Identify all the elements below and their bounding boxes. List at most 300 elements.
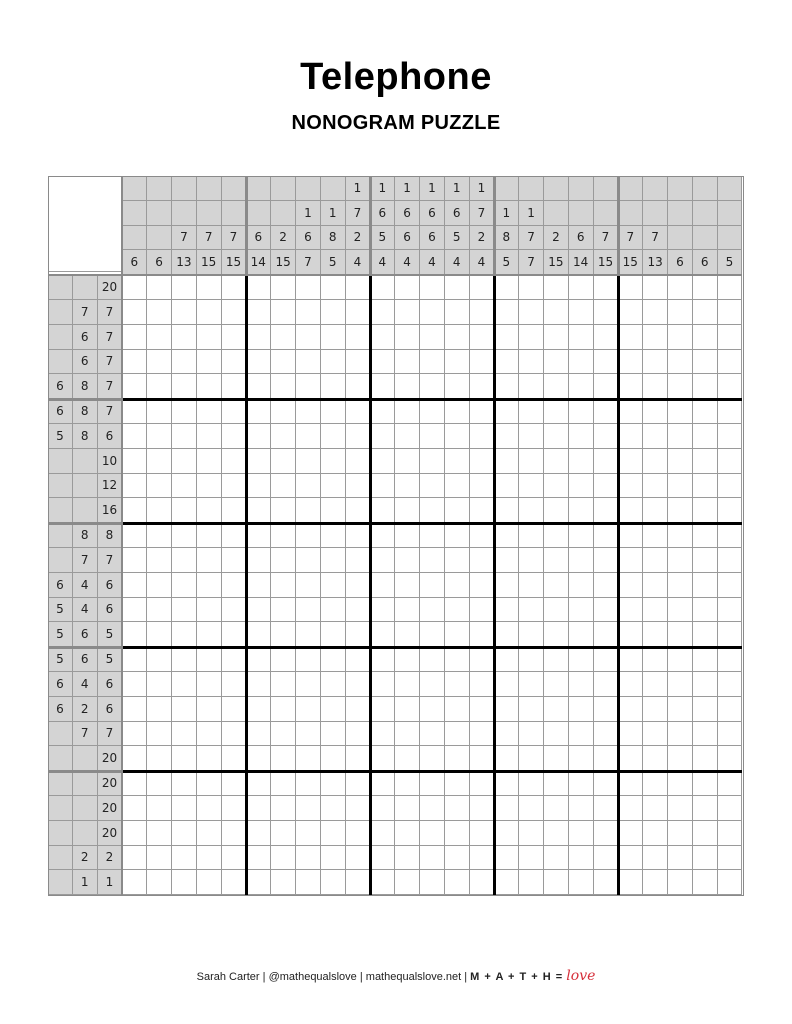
grid-cell[interactable] <box>370 474 395 499</box>
grid-cell[interactable] <box>222 300 247 325</box>
grid-cell[interactable] <box>643 647 668 672</box>
grid-cell[interactable] <box>420 523 445 548</box>
grid-cell[interactable] <box>370 548 395 573</box>
grid-cell[interactable] <box>643 300 668 325</box>
grid-cell[interactable] <box>346 325 371 350</box>
grid-cell[interactable] <box>147 300 172 325</box>
grid-cell[interactable] <box>470 449 495 474</box>
grid-cell[interactable] <box>296 498 321 523</box>
grid-cell[interactable] <box>222 672 247 697</box>
grid-cell[interactable] <box>569 870 594 895</box>
grid-cell[interactable] <box>594 474 619 499</box>
grid-cell[interactable] <box>172 672 197 697</box>
grid-cell[interactable] <box>122 523 147 548</box>
grid-cell[interactable] <box>172 722 197 747</box>
grid-cell[interactable] <box>147 449 172 474</box>
grid-cell[interactable] <box>594 746 619 771</box>
grid-cell[interactable] <box>693 325 718 350</box>
grid-cell[interactable] <box>445 325 470 350</box>
grid-cell[interactable] <box>296 300 321 325</box>
grid-cell[interactable] <box>618 771 643 796</box>
grid-cell[interactable] <box>172 325 197 350</box>
grid-cell[interactable] <box>668 300 693 325</box>
grid-cell[interactable] <box>222 573 247 598</box>
grid-cell[interactable] <box>271 498 296 523</box>
grid-cell[interactable] <box>594 498 619 523</box>
grid-cell[interactable] <box>693 449 718 474</box>
grid-cell[interactable] <box>172 523 197 548</box>
grid-cell[interactable] <box>246 449 271 474</box>
grid-cell[interactable] <box>544 647 569 672</box>
grid-cell[interactable] <box>370 598 395 623</box>
grid-cell[interactable] <box>668 275 693 300</box>
grid-cell[interactable] <box>222 722 247 747</box>
grid-cell[interactable] <box>470 275 495 300</box>
grid-cell[interactable] <box>718 523 743 548</box>
grid-cell[interactable] <box>569 325 594 350</box>
grid-cell[interactable] <box>618 449 643 474</box>
grid-cell[interactable] <box>321 821 346 846</box>
grid-cell[interactable] <box>172 399 197 424</box>
grid-cell[interactable] <box>222 870 247 895</box>
grid-cell[interactable] <box>668 573 693 598</box>
grid-cell[interactable] <box>643 548 668 573</box>
grid-cell[interactable] <box>569 697 594 722</box>
grid-cell[interactable] <box>718 573 743 598</box>
grid-cell[interactable] <box>370 647 395 672</box>
grid-cell[interactable] <box>395 498 420 523</box>
grid-cell[interactable] <box>271 647 296 672</box>
grid-cell[interactable] <box>668 498 693 523</box>
grid-cell[interactable] <box>544 548 569 573</box>
grid-cell[interactable] <box>321 498 346 523</box>
grid-cell[interactable] <box>172 870 197 895</box>
grid-cell[interactable] <box>569 449 594 474</box>
grid-cell[interactable] <box>370 498 395 523</box>
grid-cell[interactable] <box>494 722 519 747</box>
grid-cell[interactable] <box>222 275 247 300</box>
grid-cell[interactable] <box>271 672 296 697</box>
grid-cell[interactable] <box>618 622 643 647</box>
grid-cell[interactable] <box>519 300 544 325</box>
grid-cell[interactable] <box>122 449 147 474</box>
grid-cell[interactable] <box>519 548 544 573</box>
grid-cell[interactable] <box>470 424 495 449</box>
grid-cell[interactable] <box>197 523 222 548</box>
grid-cell[interactable] <box>693 474 718 499</box>
grid-cell[interactable] <box>346 449 371 474</box>
grid-cell[interactable] <box>222 697 247 722</box>
grid-cell[interactable] <box>494 796 519 821</box>
grid-cell[interactable] <box>420 796 445 821</box>
grid-cell[interactable] <box>246 498 271 523</box>
grid-cell[interactable] <box>122 350 147 375</box>
grid-cell[interactable] <box>321 275 346 300</box>
grid-cell[interactable] <box>395 275 420 300</box>
grid-cell[interactable] <box>445 424 470 449</box>
grid-cell[interactable] <box>197 449 222 474</box>
grid-cell[interactable] <box>643 573 668 598</box>
grid-cell[interactable] <box>296 746 321 771</box>
grid-cell[interactable] <box>544 300 569 325</box>
grid-cell[interactable] <box>271 399 296 424</box>
grid-cell[interactable] <box>718 325 743 350</box>
grid-cell[interactable] <box>594 300 619 325</box>
grid-cell[interactable] <box>395 771 420 796</box>
grid-cell[interactable] <box>643 325 668 350</box>
grid-cell[interactable] <box>420 870 445 895</box>
grid-cell[interactable] <box>420 350 445 375</box>
grid-cell[interactable] <box>370 374 395 399</box>
grid-cell[interactable] <box>222 523 247 548</box>
grid-cell[interactable] <box>494 300 519 325</box>
grid-cell[interactable] <box>370 622 395 647</box>
grid-cell[interactable] <box>643 598 668 623</box>
grid-cell[interactable] <box>668 598 693 623</box>
grid-cell[interactable] <box>594 870 619 895</box>
grid-cell[interactable] <box>470 350 495 375</box>
grid-cell[interactable] <box>668 846 693 871</box>
grid-cell[interactable] <box>445 474 470 499</box>
grid-cell[interactable] <box>321 722 346 747</box>
grid-cell[interactable] <box>470 722 495 747</box>
grid-cell[interactable] <box>618 647 643 672</box>
grid-cell[interactable] <box>122 771 147 796</box>
grid-cell[interactable] <box>172 771 197 796</box>
grid-cell[interactable] <box>321 548 346 573</box>
grid-cell[interactable] <box>494 474 519 499</box>
grid-cell[interactable] <box>271 523 296 548</box>
grid-cell[interactable] <box>544 523 569 548</box>
grid-cell[interactable] <box>544 498 569 523</box>
grid-cell[interactable] <box>346 275 371 300</box>
grid-cell[interactable] <box>122 399 147 424</box>
grid-cell[interactable] <box>618 275 643 300</box>
grid-cell[interactable] <box>395 350 420 375</box>
grid-cell[interactable] <box>147 498 172 523</box>
grid-cell[interactable] <box>718 424 743 449</box>
grid-cell[interactable] <box>470 796 495 821</box>
grid-cell[interactable] <box>122 300 147 325</box>
grid-cell[interactable] <box>519 374 544 399</box>
grid-cell[interactable] <box>569 300 594 325</box>
grid-cell[interactable] <box>395 374 420 399</box>
grid-cell[interactable] <box>197 821 222 846</box>
grid-cell[interactable] <box>271 350 296 375</box>
grid-cell[interactable] <box>544 325 569 350</box>
grid-cell[interactable] <box>246 424 271 449</box>
grid-cell[interactable] <box>544 746 569 771</box>
grid-cell[interactable] <box>594 399 619 424</box>
grid-cell[interactable] <box>445 672 470 697</box>
grid-cell[interactable] <box>494 449 519 474</box>
grid-cell[interactable] <box>445 846 470 871</box>
grid-cell[interactable] <box>172 275 197 300</box>
grid-cell[interactable] <box>147 647 172 672</box>
grid-cell[interactable] <box>321 746 346 771</box>
grid-cell[interactable] <box>420 746 445 771</box>
grid-cell[interactable] <box>172 573 197 598</box>
grid-cell[interactable] <box>370 870 395 895</box>
grid-cell[interactable] <box>147 325 172 350</box>
grid-cell[interactable] <box>246 399 271 424</box>
grid-cell[interactable] <box>718 300 743 325</box>
grid-cell[interactable] <box>445 697 470 722</box>
grid-cell[interactable] <box>544 399 569 424</box>
grid-cell[interactable] <box>147 870 172 895</box>
grid-cell[interactable] <box>668 796 693 821</box>
grid-cell[interactable] <box>594 697 619 722</box>
grid-cell[interactable] <box>569 796 594 821</box>
grid-cell[interactable] <box>494 598 519 623</box>
grid-cell[interactable] <box>296 573 321 598</box>
grid-cell[interactable] <box>668 771 693 796</box>
grid-cell[interactable] <box>370 821 395 846</box>
grid-cell[interactable] <box>718 598 743 623</box>
grid-cell[interactable] <box>618 821 643 846</box>
grid-cell[interactable] <box>618 325 643 350</box>
grid-cell[interactable] <box>643 771 668 796</box>
grid-cell[interactable] <box>420 325 445 350</box>
grid-cell[interactable] <box>668 746 693 771</box>
grid-cell[interactable] <box>668 821 693 846</box>
grid-cell[interactable] <box>271 771 296 796</box>
grid-cell[interactable] <box>395 424 420 449</box>
grid-cell[interactable] <box>718 672 743 697</box>
grid-cell[interactable] <box>594 275 619 300</box>
grid-cell[interactable] <box>569 846 594 871</box>
grid-cell[interactable] <box>470 846 495 871</box>
grid-cell[interactable] <box>271 796 296 821</box>
grid-cell[interactable] <box>470 573 495 598</box>
grid-cell[interactable] <box>246 870 271 895</box>
grid-cell[interactable] <box>222 498 247 523</box>
grid-cell[interactable] <box>420 672 445 697</box>
grid-cell[interactable] <box>395 722 420 747</box>
grid-cell[interactable] <box>296 598 321 623</box>
grid-cell[interactable] <box>122 672 147 697</box>
grid-cell[interactable] <box>445 275 470 300</box>
grid-cell[interactable] <box>346 746 371 771</box>
grid-cell[interactable] <box>519 325 544 350</box>
grid-cell[interactable] <box>594 771 619 796</box>
grid-cell[interactable] <box>395 647 420 672</box>
grid-cell[interactable] <box>693 399 718 424</box>
grid-cell[interactable] <box>420 300 445 325</box>
grid-cell[interactable] <box>470 474 495 499</box>
grid-cell[interactable] <box>172 796 197 821</box>
grid-cell[interactable] <box>321 697 346 722</box>
grid-cell[interactable] <box>395 598 420 623</box>
grid-cell[interactable] <box>395 870 420 895</box>
grid-cell[interactable] <box>569 498 594 523</box>
grid-cell[interactable] <box>197 647 222 672</box>
grid-cell[interactable] <box>197 598 222 623</box>
grid-cell[interactable] <box>197 498 222 523</box>
grid-cell[interactable] <box>296 821 321 846</box>
grid-cell[interactable] <box>519 498 544 523</box>
grid-cell[interactable] <box>544 275 569 300</box>
grid-cell[interactable] <box>544 449 569 474</box>
grid-cell[interactable] <box>693 350 718 375</box>
grid-cell[interactable] <box>346 846 371 871</box>
grid-cell[interactable] <box>544 821 569 846</box>
grid-cell[interactable] <box>494 846 519 871</box>
grid-cell[interactable] <box>668 697 693 722</box>
grid-cell[interactable] <box>370 771 395 796</box>
grid-cell[interactable] <box>197 424 222 449</box>
grid-cell[interactable] <box>668 523 693 548</box>
grid-cell[interactable] <box>519 647 544 672</box>
grid-cell[interactable] <box>445 598 470 623</box>
grid-cell[interactable] <box>445 399 470 424</box>
grid-cell[interactable] <box>470 672 495 697</box>
grid-cell[interactable] <box>122 746 147 771</box>
grid-cell[interactable] <box>569 523 594 548</box>
grid-cell[interactable] <box>618 573 643 598</box>
grid-cell[interactable] <box>370 424 395 449</box>
grid-cell[interactable] <box>321 474 346 499</box>
grid-cell[interactable] <box>222 449 247 474</box>
grid-cell[interactable] <box>321 449 346 474</box>
grid-cell[interactable] <box>222 598 247 623</box>
grid-cell[interactable] <box>197 399 222 424</box>
grid-cell[interactable] <box>718 697 743 722</box>
grid-cell[interactable] <box>296 449 321 474</box>
grid-cell[interactable] <box>618 598 643 623</box>
grid-cell[interactable] <box>494 870 519 895</box>
grid-cell[interactable] <box>172 374 197 399</box>
grid-cell[interactable] <box>222 746 247 771</box>
grid-cell[interactable] <box>544 697 569 722</box>
grid-cell[interactable] <box>420 573 445 598</box>
grid-cell[interactable] <box>296 399 321 424</box>
grid-cell[interactable] <box>271 275 296 300</box>
grid-cell[interactable] <box>594 424 619 449</box>
grid-cell[interactable] <box>122 722 147 747</box>
grid-cell[interactable] <box>346 399 371 424</box>
grid-cell[interactable] <box>668 374 693 399</box>
grid-cell[interactable] <box>370 573 395 598</box>
grid-cell[interactable] <box>197 374 222 399</box>
grid-cell[interactable] <box>618 474 643 499</box>
grid-cell[interactable] <box>494 771 519 796</box>
grid-cell[interactable] <box>246 796 271 821</box>
grid-cell[interactable] <box>246 697 271 722</box>
grid-cell[interactable] <box>395 697 420 722</box>
grid-cell[interactable] <box>420 424 445 449</box>
grid-cell[interactable] <box>544 622 569 647</box>
grid-cell[interactable] <box>296 870 321 895</box>
grid-cell[interactable] <box>346 374 371 399</box>
grid-cell[interactable] <box>370 722 395 747</box>
grid-cell[interactable] <box>172 746 197 771</box>
grid-cell[interactable] <box>296 796 321 821</box>
grid-cell[interactable] <box>618 300 643 325</box>
grid-cell[interactable] <box>172 697 197 722</box>
grid-cell[interactable] <box>693 300 718 325</box>
grid-cell[interactable] <box>618 548 643 573</box>
grid-cell[interactable] <box>594 796 619 821</box>
grid-cell[interactable] <box>420 449 445 474</box>
grid-cell[interactable] <box>222 796 247 821</box>
grid-cell[interactable] <box>470 598 495 623</box>
grid-cell[interactable] <box>147 796 172 821</box>
grid-cell[interactable] <box>370 300 395 325</box>
grid-cell[interactable] <box>197 672 222 697</box>
grid-cell[interactable] <box>172 598 197 623</box>
grid-cell[interactable] <box>222 474 247 499</box>
grid-cell[interactable] <box>222 548 247 573</box>
grid-cell[interactable] <box>420 598 445 623</box>
grid-cell[interactable] <box>246 548 271 573</box>
grid-cell[interactable] <box>197 300 222 325</box>
grid-cell[interactable] <box>296 374 321 399</box>
grid-cell[interactable] <box>370 325 395 350</box>
grid-cell[interactable] <box>147 722 172 747</box>
grid-cell[interactable] <box>519 399 544 424</box>
grid-cell[interactable] <box>594 722 619 747</box>
grid-cell[interactable] <box>122 598 147 623</box>
grid-cell[interactable] <box>494 424 519 449</box>
grid-cell[interactable] <box>321 523 346 548</box>
grid-cell[interactable] <box>594 374 619 399</box>
grid-cell[interactable] <box>569 548 594 573</box>
grid-cell[interactable] <box>519 573 544 598</box>
grid-cell[interactable] <box>519 523 544 548</box>
grid-cell[interactable] <box>494 325 519 350</box>
grid-cell[interactable] <box>569 598 594 623</box>
grid-cell[interactable] <box>718 746 743 771</box>
grid-cell[interactable] <box>519 846 544 871</box>
grid-cell[interactable] <box>420 647 445 672</box>
grid-cell[interactable] <box>147 350 172 375</box>
grid-cell[interactable] <box>370 350 395 375</box>
grid-cell[interactable] <box>569 821 594 846</box>
grid-cell[interactable] <box>197 275 222 300</box>
grid-cell[interactable] <box>147 697 172 722</box>
grid-cell[interactable] <box>346 622 371 647</box>
grid-cell[interactable] <box>643 846 668 871</box>
grid-cell[interactable] <box>445 647 470 672</box>
grid-cell[interactable] <box>643 796 668 821</box>
grid-cell[interactable] <box>296 672 321 697</box>
grid-cell[interactable] <box>445 821 470 846</box>
grid-cell[interactable] <box>122 573 147 598</box>
grid-cell[interactable] <box>470 548 495 573</box>
grid-cell[interactable] <box>346 771 371 796</box>
grid-cell[interactable] <box>420 498 445 523</box>
grid-cell[interactable] <box>420 722 445 747</box>
grid-cell[interactable] <box>569 424 594 449</box>
grid-cell[interactable] <box>147 573 172 598</box>
grid-cell[interactable] <box>618 672 643 697</box>
grid-cell[interactable] <box>668 622 693 647</box>
grid-cell[interactable] <box>544 424 569 449</box>
grid-cell[interactable] <box>122 622 147 647</box>
grid-cell[interactable] <box>296 846 321 871</box>
grid-cell[interactable] <box>643 449 668 474</box>
grid-cell[interactable] <box>618 846 643 871</box>
grid-cell[interactable] <box>395 746 420 771</box>
grid-cell[interactable] <box>271 870 296 895</box>
grid-cell[interactable] <box>197 870 222 895</box>
grid-cell[interactable] <box>395 399 420 424</box>
grid-cell[interactable] <box>321 399 346 424</box>
grid-cell[interactable] <box>445 746 470 771</box>
grid-cell[interactable] <box>643 474 668 499</box>
grid-cell[interactable] <box>246 672 271 697</box>
